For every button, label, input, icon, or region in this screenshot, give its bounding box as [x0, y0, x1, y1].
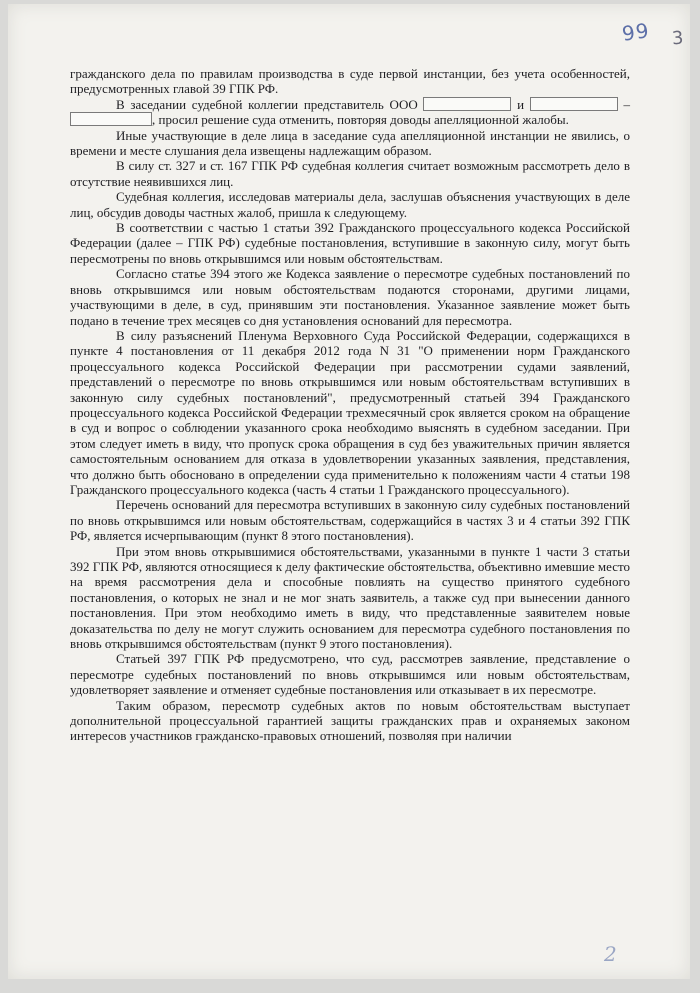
paragraph-4: В силу ст. 327 и ст. 167 ГПК РФ судебная коллегия считает возможным рассмотреть дело в отсутствие неявившихся лиц. [70, 158, 630, 189]
paragraph-2 [70, 97, 630, 128]
handwritten-page-number: 99 [620, 18, 651, 46]
document-page [8, 4, 690, 979]
redacted-name-box-2 [530, 97, 618, 111]
redacted-name-box-3 [70, 112, 152, 126]
paragraph-2-text-b: и [517, 96, 525, 112]
document-body [70, 66, 630, 744]
paragraph-2-text-d: , просил решение суда отменить, повторяя доводы апелляционной жалобы. [152, 112, 569, 128]
handwritten-sheet-number: 2 [604, 942, 617, 966]
paragraph-8: В силу разъяснений Пленума Верховного Суда Российской Федерации, содержащихся в пункте 4 постановления от 11 декабря 2012 года N 31 "О применении норм Гражданского процессуального кодекса Российской Федерации при рассмотрении судами заявлений, представлений о пересмотре по вновь открывшимся или новым обстоятельствам вступивших в законную силу судебных постановлений", предусмотренный статьей 394 Гражданского процессуального кодекса Российской Федерации трехмесячный срок является сроком на обращение в суд и вопрос о соблюдении указанного срока необходимо выяснять в судебном заседании. При этом следует иметь в виду, что пропуск срока обращения в суд без уважительных причин является самостоятельным основанием для отказа в удовлетворении указанных заявления, представления, что должно быть обосновано в определении суда применительно к положениям части 4 статьи 198 Гражданского процессуального кодекса (часть 4 статьи 1 Гражданского процессуального). [70, 327, 630, 497]
paragraph-1: гражданского дела по правилам производства в суде первой инстанции, без учета особенностей, предусмотренных главой 39 ГПК РФ. [70, 66, 630, 97]
paragraph-2-text-a: В заседании судебной коллегии представитель ООО [116, 96, 418, 112]
paragraph-6: В соответствии с частью 1 статьи 392 Гражданского процессуального кодекса Российской Федерации (далее – ГПК РФ) судебные постановления, вступившие в законную силу, могут быть пересмотрены по вновь открывшимся или новым обстоятельствам. [70, 220, 630, 266]
redacted-name-box-1 [423, 97, 511, 111]
handwritten-side-mark: 3 [671, 27, 685, 50]
paragraph-9: Перечень оснований для пересмотра вступивших в законную силу судебных постановлений по вновь открывшимся или новым обстоятельствам, содержащийся в частях 3 и 4 статьи 392 ГПК РФ, является исчерпывающим (пункт 8 этого постановления). [70, 497, 630, 544]
paragraph-12: Таким образом, пересмотр судебных актов по новым обстоятельствам выступает дополнительной процессуальной гарантией защиты гражданских прав и охраняемых законом интересов участников гражданско-правовых отношений, позволяя при наличии [70, 697, 630, 744]
paragraph-7: Согласно статье 394 этого же Кодекса заявление о пересмотре судебных постановлений по вновь открывшимся или новым обстоятельствам подаются сторонами, другими лицами, участвующими в деле, в суд, принявшим эти постановления. Указанное заявление может быть подано в течение трех месяцев со дня установления оснований для пересмотра. [70, 266, 630, 328]
paragraph-10: При этом вновь открывшимися обстоятельствами, указанными в пункте 1 части 3 статьи 392 ГПК РФ, являются относящиеся к делу фактические обстоятельства, объективно имевшие место на время рассмотрения дела и способные повлиять на существо принятого судебного постановления, о которых не знал и не мог знать заявитель, а также суд при вынесении данного постановления. При этом необходимо иметь в виду, что представленные заявителем новые доказательства по делу не могут служить основанием для пересмотра судебного постановления по вновь открывшимся обстоятельствам (пункт 9 этого постановления). [70, 543, 630, 652]
paragraph-2-text-c: – [623, 96, 630, 112]
paragraph-11: Статьей 397 ГПК РФ предусмотрено, что суд, рассмотрев заявление, представление о пересмотре судебных постановлений по вновь открывшимся или новым обстоятельствам, удовлетворяет заявление и отменяет судебные постановления или отказывает в их пересмотре. [70, 651, 630, 698]
paragraph-3: Иные участвующие в деле лица в заседание суда апелляционной инстанции не явились, о времени и месте слушания дела извещены надлежащим образом. [70, 127, 630, 159]
paragraph-5: Судебная коллегия, исследовав материалы дела, заслушав объяснения участвующих в деле лиц, обсудив доводы частных жалоб, пришла к следующему. [70, 189, 630, 220]
